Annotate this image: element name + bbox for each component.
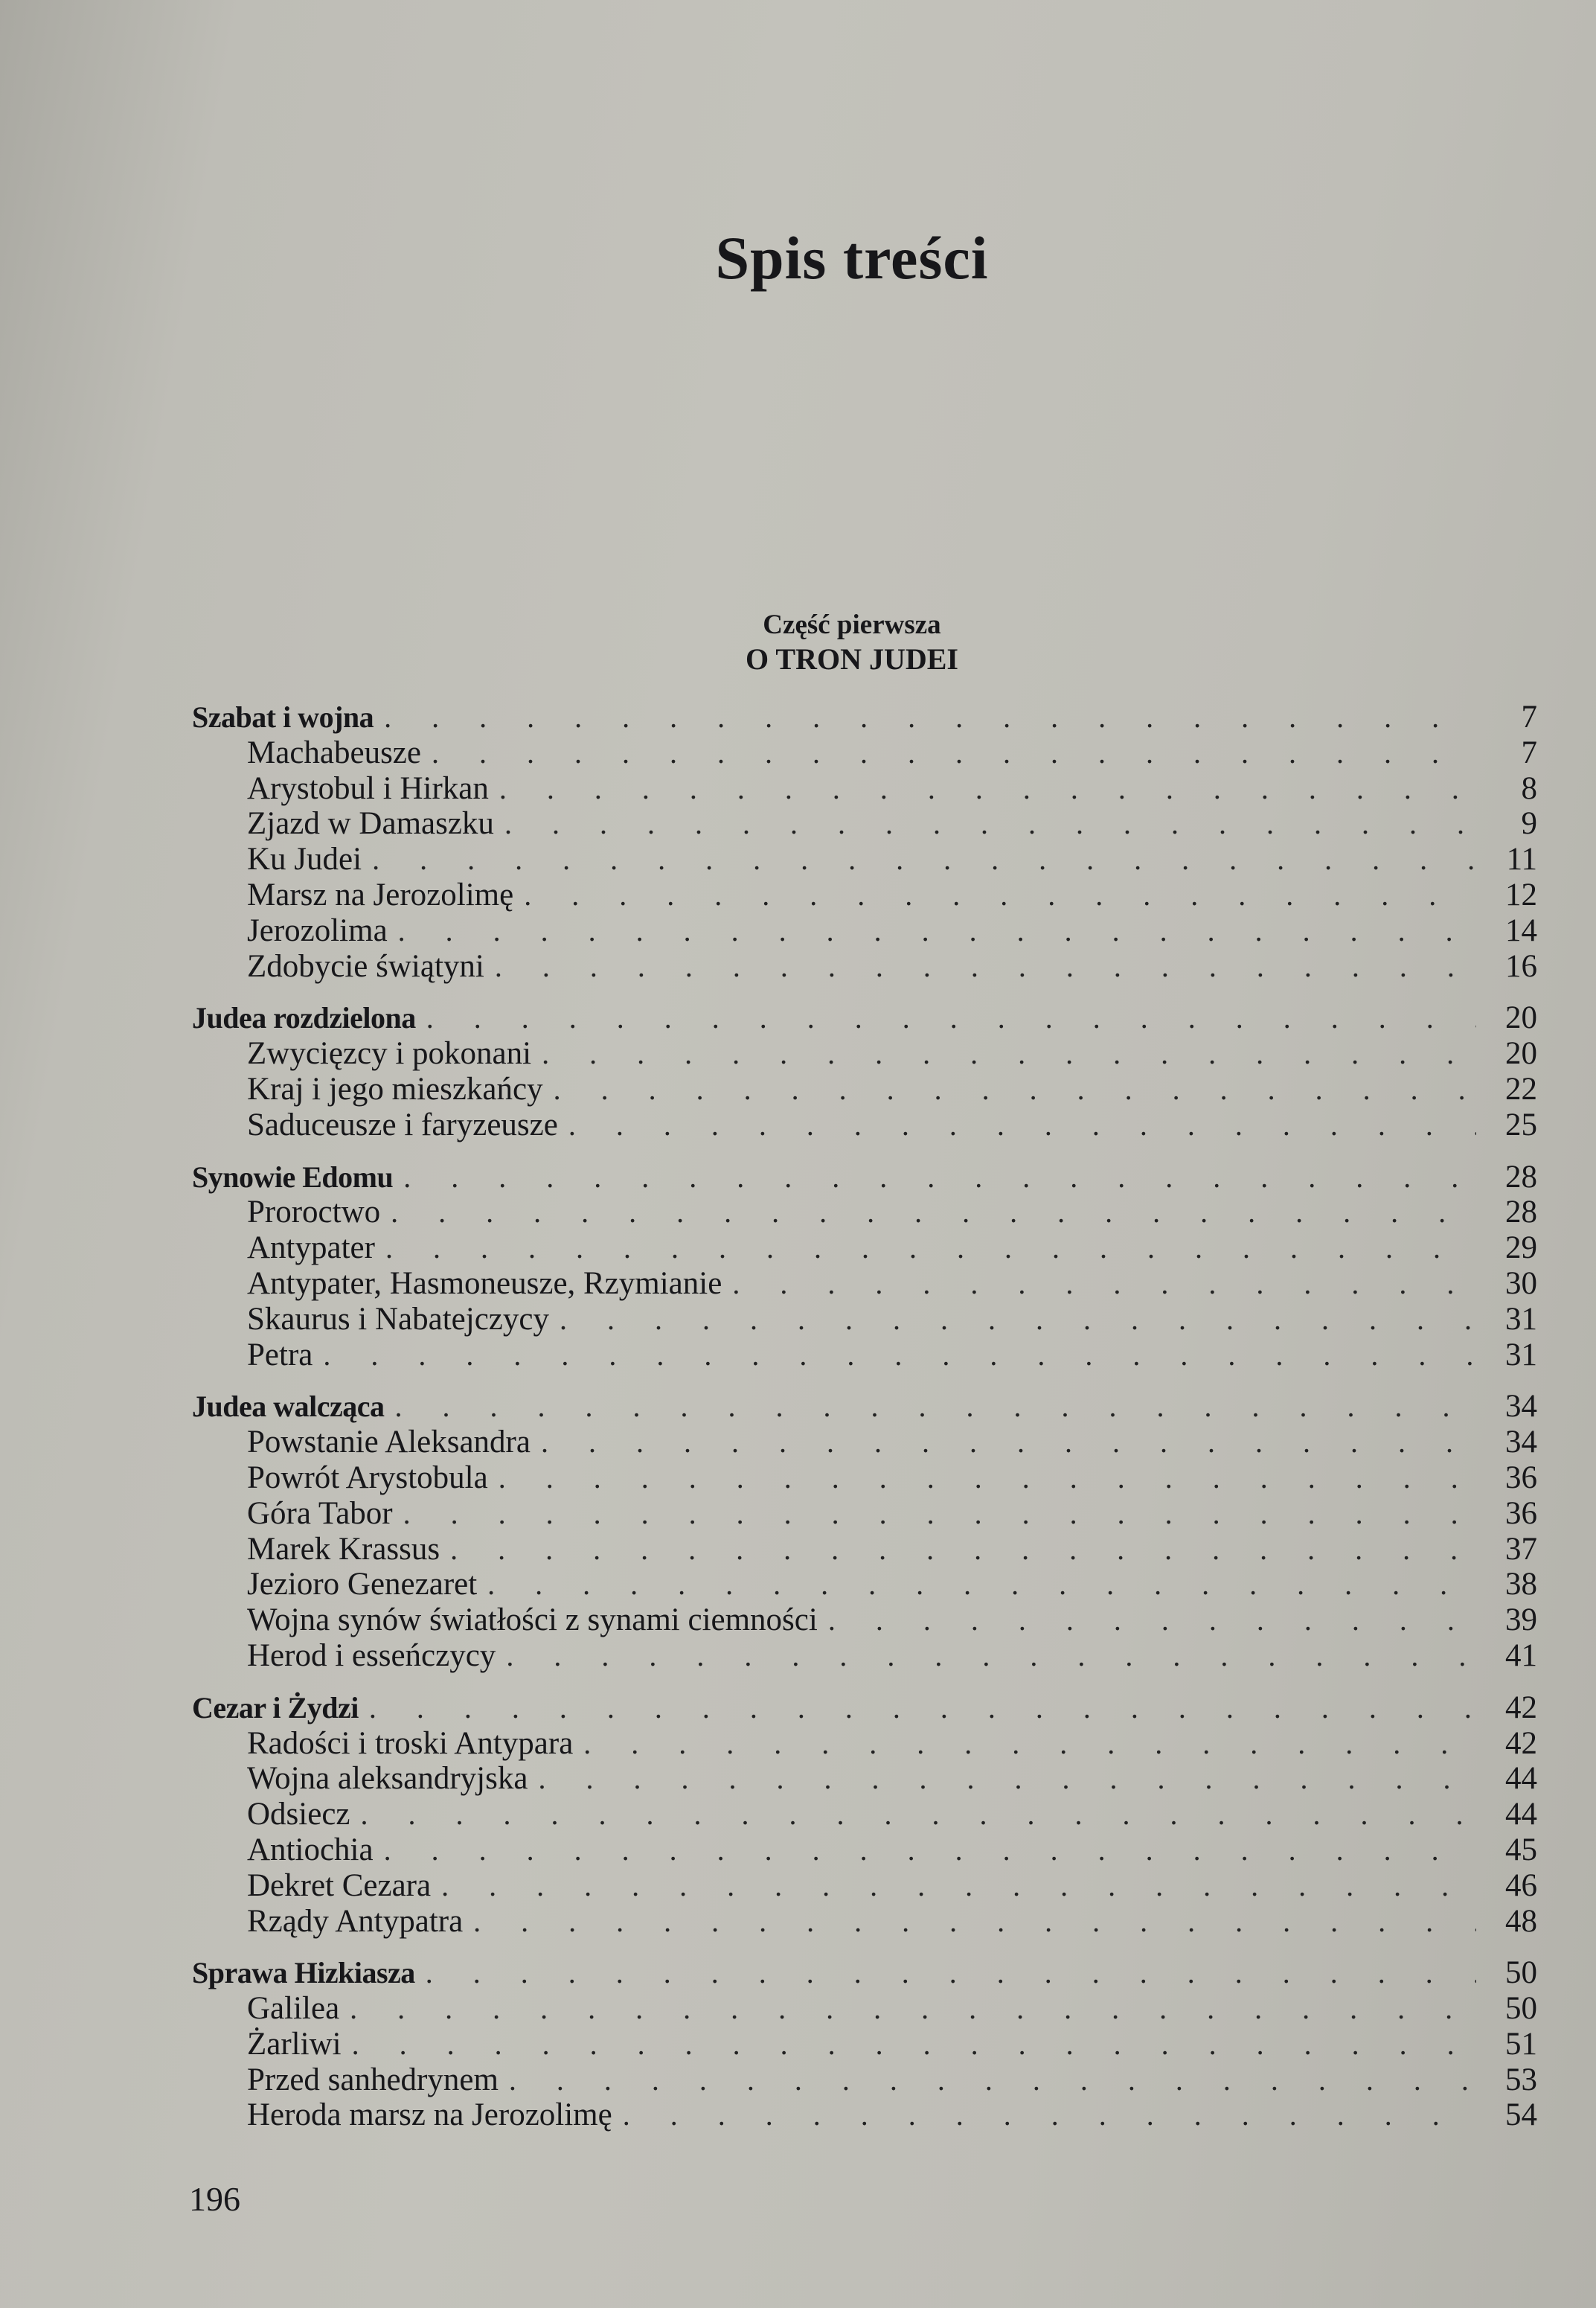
page-ref: 50 bbox=[1505, 1955, 1537, 1991]
entry-title: Zjazd w Damaszku bbox=[247, 806, 494, 842]
page-ref: 30 bbox=[1505, 1265, 1537, 1301]
page-ref: 50 bbox=[1505, 1991, 1537, 2027]
dot-leader bbox=[463, 1904, 1476, 1940]
dot-leader bbox=[531, 1036, 1476, 1072]
entry-title: Saduceusze i faryzeusze bbox=[247, 1107, 558, 1142]
page-ref: 11 bbox=[1506, 842, 1537, 878]
toc-entry bbox=[192, 913, 1537, 949]
dot-leader bbox=[313, 1337, 1476, 1373]
page-ref: 42 bbox=[1505, 1690, 1537, 1725]
dot-leader bbox=[494, 806, 1476, 842]
page-ref: 28 bbox=[1505, 1195, 1537, 1230]
dot-leader bbox=[374, 700, 1476, 735]
page-ref: 45 bbox=[1505, 1832, 1537, 1867]
page-ref: 20 bbox=[1505, 1000, 1537, 1036]
dot-leader bbox=[499, 2062, 1476, 2098]
dot-leader bbox=[350, 1797, 1477, 1832]
toc-entry bbox=[192, 1991, 1537, 2027]
toc-entry bbox=[192, 806, 1537, 842]
page-ref: 44 bbox=[1505, 1797, 1537, 1832]
page-ref: 9 bbox=[1521, 806, 1537, 842]
page-ref: 20 bbox=[1505, 1036, 1537, 1072]
toc-entry bbox=[192, 1638, 1537, 1674]
entry-title: Żarliwi bbox=[247, 2026, 342, 2062]
section-title: Sprawa Hizkiasza bbox=[192, 1956, 415, 1990]
entry-title: Jerozolima bbox=[247, 912, 388, 948]
toc-entry bbox=[192, 1460, 1537, 1496]
page-ref: 42 bbox=[1505, 1725, 1537, 1761]
dot-leader bbox=[342, 2027, 1476, 2062]
page-ref: 54 bbox=[1505, 2097, 1537, 2133]
dot-leader bbox=[415, 1955, 1476, 1991]
toc-section-heading bbox=[192, 1690, 1537, 1726]
toc-entry bbox=[192, 1496, 1537, 1532]
page-ref: 29 bbox=[1505, 1230, 1537, 1266]
entry-title: Zwycięzcy i pokonani bbox=[247, 1036, 532, 1072]
toc-entry bbox=[192, 1337, 1537, 1373]
page-ref: 25 bbox=[1505, 1107, 1537, 1142]
toc-entry bbox=[192, 1230, 1537, 1266]
dot-leader bbox=[528, 1761, 1476, 1797]
page-ref: 46 bbox=[1505, 1867, 1537, 1903]
entry-title: Powstanie Aleksandra bbox=[247, 1425, 531, 1460]
page-ref: 28 bbox=[1505, 1159, 1537, 1195]
dot-leader bbox=[477, 1567, 1476, 1602]
entry-title: Herod i esseńczycy bbox=[247, 1637, 496, 1673]
dot-leader bbox=[416, 1000, 1476, 1036]
section-title: Judea walcząca bbox=[192, 1390, 385, 1424]
dot-leader bbox=[489, 771, 1476, 807]
section-title: Synowie Edomu bbox=[192, 1160, 394, 1194]
entry-title: Ku Judei bbox=[247, 842, 362, 878]
toc-section-heading bbox=[192, 1160, 1537, 1195]
section-title: Cezar i Żydzi bbox=[192, 1690, 359, 1724]
page-number: 196 bbox=[189, 2180, 240, 2218]
page-ref: 8 bbox=[1521, 770, 1537, 806]
toc-entry bbox=[192, 878, 1537, 913]
page-ref: 37 bbox=[1505, 1531, 1537, 1567]
entry-title: Petra bbox=[247, 1337, 313, 1372]
toc-section bbox=[192, 1690, 1537, 1940]
entry-title: Odsiecz bbox=[247, 1797, 350, 1832]
toc-entry bbox=[192, 2062, 1537, 2098]
dot-leader bbox=[612, 2097, 1476, 2133]
dot-leader bbox=[380, 1195, 1476, 1230]
page-ref: 7 bbox=[1521, 700, 1537, 735]
entry-title: Marsz na Jerozolimę bbox=[247, 877, 514, 912]
page-ref: 12 bbox=[1505, 877, 1537, 912]
dot-leader bbox=[362, 842, 1476, 878]
page-ref: 53 bbox=[1505, 2062, 1537, 2097]
entry-title: Marek Krassus bbox=[247, 1531, 440, 1567]
toc-entry bbox=[192, 1107, 1537, 1143]
dot-leader bbox=[339, 1991, 1476, 2027]
entry-title: Jezioro Genezaret bbox=[247, 1567, 478, 1602]
dot-leader bbox=[496, 1638, 1476, 1674]
toc-entry bbox=[192, 735, 1537, 771]
entry-title: Proroctwo bbox=[247, 1195, 381, 1230]
toc-entry bbox=[192, 1868, 1537, 1904]
toc-entry bbox=[192, 1425, 1537, 1460]
toc-entry bbox=[192, 1567, 1537, 1602]
table-of-contents bbox=[192, 700, 1537, 2149]
toc-entry bbox=[192, 1036, 1537, 1072]
dot-leader bbox=[484, 949, 1476, 985]
toc-section bbox=[192, 1000, 1537, 1142]
toc-entry bbox=[192, 1904, 1537, 1940]
page-ref: 22 bbox=[1505, 1071, 1537, 1107]
page-ref: 41 bbox=[1505, 1637, 1537, 1673]
toc-section bbox=[192, 1955, 1537, 2133]
toc-entry bbox=[192, 1266, 1537, 1302]
dot-leader bbox=[549, 1302, 1476, 1337]
page-ref: 16 bbox=[1505, 948, 1537, 984]
toc-section bbox=[192, 700, 1537, 984]
entry-title: Antypater bbox=[247, 1230, 375, 1266]
page-ref: 34 bbox=[1505, 1389, 1537, 1425]
dot-leader bbox=[488, 1460, 1476, 1496]
toc-section bbox=[192, 1160, 1537, 1373]
entry-title: Góra Tabor bbox=[247, 1495, 393, 1531]
page-ref: 31 bbox=[1505, 1337, 1537, 1372]
toc-entry bbox=[192, 1602, 1537, 1638]
toc-entry bbox=[192, 1195, 1537, 1230]
section-title: Judea rozdzielona bbox=[192, 1001, 416, 1035]
section-title: Szabat i wojna bbox=[192, 700, 374, 734]
entry-title: Radości i troski Antypara bbox=[247, 1725, 574, 1761]
entry-title: Wojna aleksandryjska bbox=[247, 1761, 528, 1797]
dot-leader bbox=[431, 1868, 1476, 1904]
entry-title: Galilea bbox=[247, 1991, 340, 2027]
entry-title: Skaurus i Nabatejczycy bbox=[247, 1301, 549, 1337]
page-ref: 36 bbox=[1505, 1460, 1537, 1495]
dot-leader bbox=[440, 1532, 1476, 1567]
page-ref: 14 bbox=[1505, 912, 1537, 948]
toc-entry bbox=[192, 1726, 1537, 1762]
dot-leader bbox=[543, 1072, 1476, 1107]
page-ref: 36 bbox=[1505, 1495, 1537, 1531]
dot-leader bbox=[375, 1230, 1476, 1266]
toc-entry bbox=[192, 1072, 1537, 1107]
entry-title: Arystobul i Hirkan bbox=[247, 770, 489, 806]
page-ref: 7 bbox=[1521, 735, 1537, 770]
toc-entry bbox=[192, 842, 1537, 878]
entry-title: Rządy Antypatra bbox=[247, 1903, 464, 1939]
entry-title: Wojna synów światłości z synami ciemności bbox=[247, 1602, 818, 1638]
page-ref: 31 bbox=[1505, 1301, 1537, 1337]
dot-leader bbox=[385, 1389, 1476, 1425]
page-ref: 44 bbox=[1505, 1761, 1537, 1797]
entry-title: Heroda marsz na Jerozolimę bbox=[247, 2097, 612, 2133]
entry-title: Dekret Cezara bbox=[247, 1867, 432, 1903]
toc-entry bbox=[192, 1797, 1537, 1832]
dot-leader bbox=[513, 878, 1476, 913]
toc-entry bbox=[192, 1532, 1537, 1567]
entry-title: Antypater, Hasmoneusze, Rzymianie bbox=[247, 1265, 722, 1301]
page-ref: 51 bbox=[1505, 2026, 1537, 2062]
toc-section-heading bbox=[192, 1000, 1537, 1036]
page-title: Spis treści bbox=[715, 224, 989, 292]
entry-title: Powrót Arystobula bbox=[247, 1460, 488, 1495]
toc-entry bbox=[192, 771, 1537, 807]
dot-leader bbox=[359, 1690, 1476, 1726]
page-ref: 38 bbox=[1505, 1567, 1537, 1602]
page-ref: 39 bbox=[1505, 1602, 1537, 1638]
toc-entry bbox=[192, 949, 1537, 985]
dot-leader bbox=[388, 913, 1476, 949]
dot-leader bbox=[393, 1160, 1476, 1195]
entry-title: Przed sanhedrynem bbox=[247, 2062, 499, 2097]
page-ref: 34 bbox=[1505, 1425, 1537, 1460]
toc-section-heading bbox=[192, 700, 1537, 735]
entry-title: Zdobycie świątyni bbox=[247, 948, 484, 984]
dot-leader bbox=[558, 1107, 1476, 1143]
toc-entry bbox=[192, 1302, 1537, 1337]
page-ref: 48 bbox=[1505, 1903, 1537, 1939]
dot-leader bbox=[421, 735, 1476, 771]
toc-entry bbox=[192, 1761, 1537, 1797]
dot-leader bbox=[374, 1832, 1476, 1868]
dot-leader bbox=[818, 1602, 1476, 1638]
entry-title: Machabeusze bbox=[247, 735, 421, 770]
part-label: Część pierwsza bbox=[763, 610, 941, 640]
toc-entry bbox=[192, 1832, 1537, 1868]
toc-entry bbox=[192, 2027, 1537, 2062]
toc-section-heading bbox=[192, 1389, 1537, 1425]
toc-entry bbox=[192, 2097, 1537, 2133]
entry-title: Kraj i jego mieszkańcy bbox=[247, 1071, 543, 1107]
dot-leader bbox=[722, 1266, 1476, 1302]
entry-title: Antiochia bbox=[247, 1832, 374, 1867]
dot-leader bbox=[531, 1425, 1476, 1460]
dot-leader bbox=[393, 1496, 1476, 1532]
toc-section bbox=[192, 1389, 1537, 1673]
toc-section-heading bbox=[192, 1955, 1537, 1991]
dot-leader bbox=[573, 1726, 1476, 1762]
part-title: O TRON JUDEI bbox=[746, 642, 958, 676]
